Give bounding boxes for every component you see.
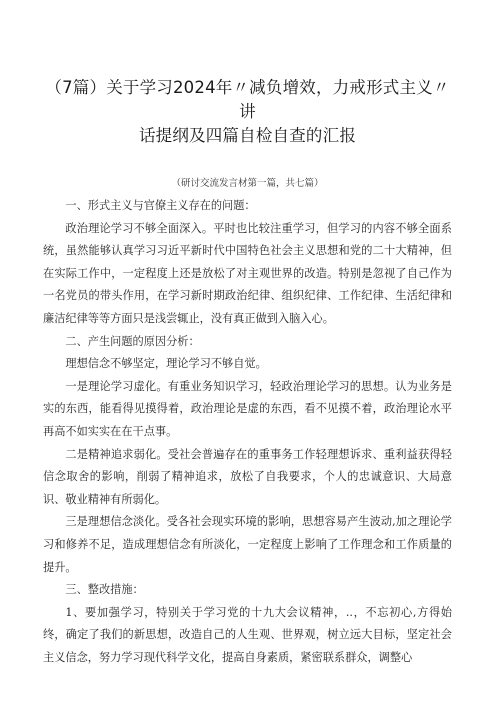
document-title xyxy=(43,0,452,148)
paragraph-cause-1: 一是理论学习虚化。有重业务知识学习，轻政治理论学习的思想。认为业务是实的东西，能看得见摸得着，政治理论是虚的东西，看不见摸不着，政治理论水平再高不如实实在在干点事。 xyxy=(43,379,452,438)
paragraph-cause-2: 二是精神追求弱化。受社会普遍存在的重事务工作轻理想诉求、重利益获得轻信念取舍的影响，削弱了精神追求，放松了自我要求，个人的忠诚意识、大局意识、敬业精神有所弱化。 xyxy=(43,447,452,506)
title-line-1: （7篇）关于学习2024年〃减负增效，力戒形式主义〃讲 xyxy=(45,78,450,121)
paragraph-measure-1: 1、要加强学习，特别关于学习党的十九大会议精神，..，不忘初心,方得始终，确定了我们的新思想，改造自己的人生观、世界观，树立远大目标，坚定社会主义信念，努力学习现代科学文化，提高自身素质，紧密联系群众，调整心 xyxy=(43,605,452,664)
section-heading-problems: 一、形式主义与官僚主义存在的问题： xyxy=(65,199,256,212)
title-line-2: 话提纲及四篇自检自查的汇报 xyxy=(138,126,357,145)
section-heading-causes: 二、产生问题的原因分析： xyxy=(65,334,200,348)
paragraph-cause-3: 三是理想信念淡化。受各社会现实环境的影响，思想容易产生波动,加之理论学习和修养不足，造成理想信念有所淡化，一定程度上影响了工作理念和工作质量的提升。 xyxy=(43,515,452,574)
paragraph-belief: 理想信念不够坚定，理论学习不够自觉。 xyxy=(65,357,267,371)
section-heading-measures: 三、整改措施： xyxy=(65,583,144,597)
document-subtitle: （研讨交流发言材第一篇，共七篇） xyxy=(171,178,324,189)
paragraph-theory-study: 政治理论学习不够全面深入。平时也比较注重学习，但学习的内容不够全面系统，虽然能够认真学习习近平新时代中国特色社会主义思想和党的二十大精神，但在实际工作中，一定程度上还是放松了对主观世界的改造。特别是忽视了自己作为一名党员的带头作用，在学习新时期政治纪律、组织纪律、工作纪律、生活纪律和廉洁纪律等等方面只是浅尝辄止，没有真正做到入脑入心。 xyxy=(43,221,452,325)
document-body xyxy=(43,195,452,669)
